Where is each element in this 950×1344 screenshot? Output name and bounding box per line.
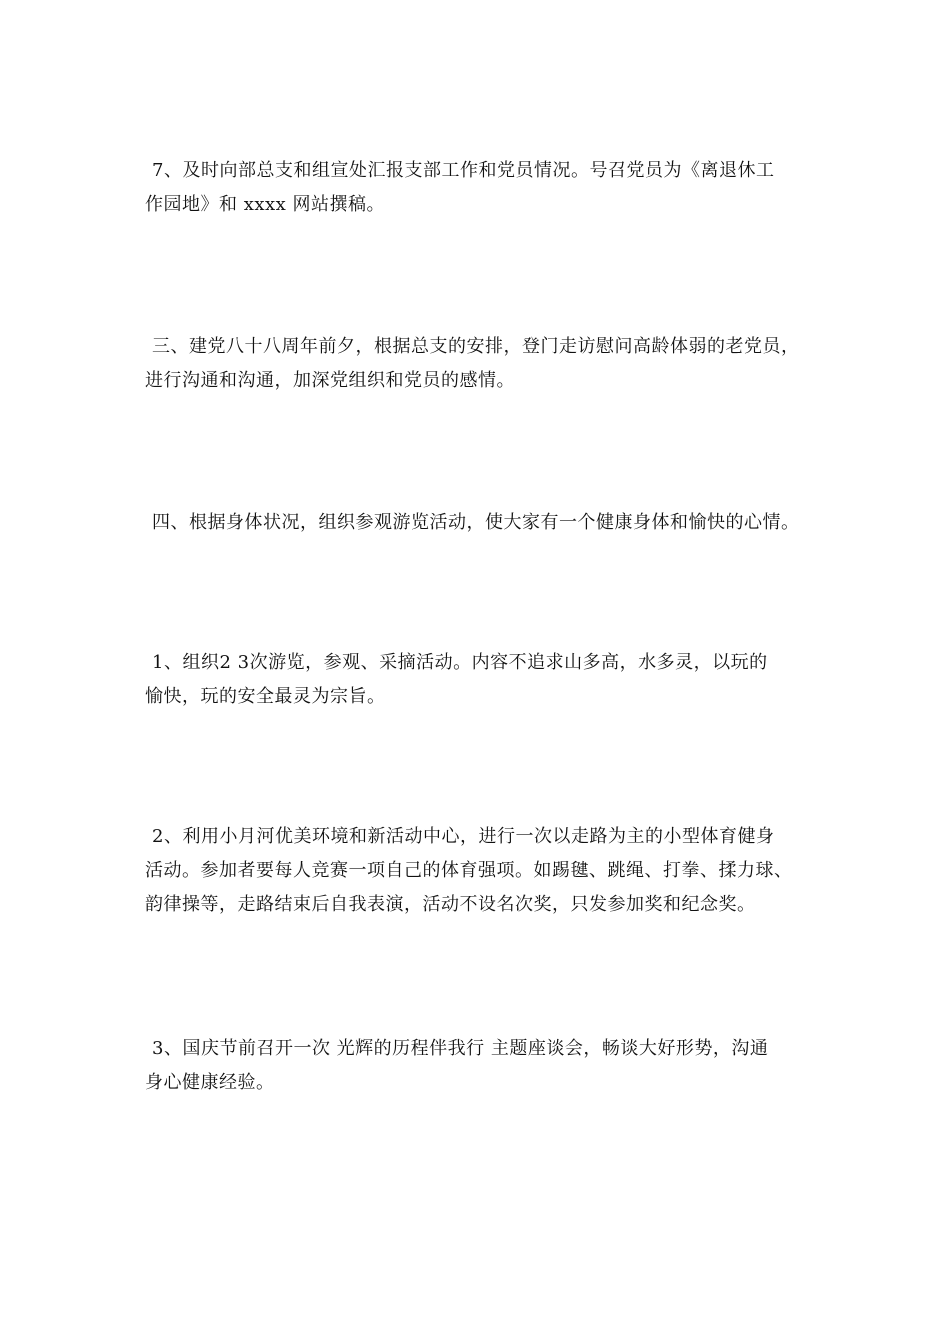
paragraph-line: 愉快，玩的安全最灵为宗旨。	[145, 686, 386, 707]
paragraph-line: 四、根据身体状况，组织参观游览活动，使大家有一个健康身体和愉快的心情。	[152, 512, 800, 533]
paragraph-item-2	[145, 820, 835, 922]
paragraph-line: 三、建党八十八周年前夕，根据总支的安排，登门走访慰问高龄体弱的老党员，	[152, 336, 800, 357]
paragraph-item-7	[145, 154, 835, 222]
paragraph-section-3	[145, 330, 835, 398]
paragraph-line: 2、利用小月河优美环境和新活动中心，进行一次以走路为主的小型体育健身	[152, 826, 775, 847]
paragraph-item-1	[145, 646, 835, 714]
paragraph-line: 进行沟通和沟通，加深党组织和党员的感情。	[145, 370, 515, 391]
paragraph-line: 1、组织2 3次游览，参观、采摘活动。内容不追求山多高，水多灵，以玩的	[152, 652, 768, 673]
paragraph-line: 身心健康经验。	[145, 1072, 275, 1093]
paragraph-line: 作园地》和 xxxx 网站撰稿。	[145, 194, 386, 215]
paragraph-item-3	[145, 1032, 835, 1100]
paragraph-section-4	[145, 506, 835, 540]
paragraph-line: 韵律操等，走路结束后自我表演，活动不设名次奖，只发参加奖和纪念奖。	[145, 894, 756, 915]
paragraph-line: 活动。参加者要每人竞赛一项自己的体育强项。如踢毽、跳绳、打拳、揉力球、	[145, 860, 793, 881]
paragraph-line: 3、国庆节前召开一次 光辉的历程伴我行 主题座谈会，畅谈大好形势，沟通	[152, 1038, 769, 1059]
paragraph-line: 7、及时向部总支和组宣处汇报支部工作和党员情况。号召党员为《离退休工	[152, 160, 775, 181]
